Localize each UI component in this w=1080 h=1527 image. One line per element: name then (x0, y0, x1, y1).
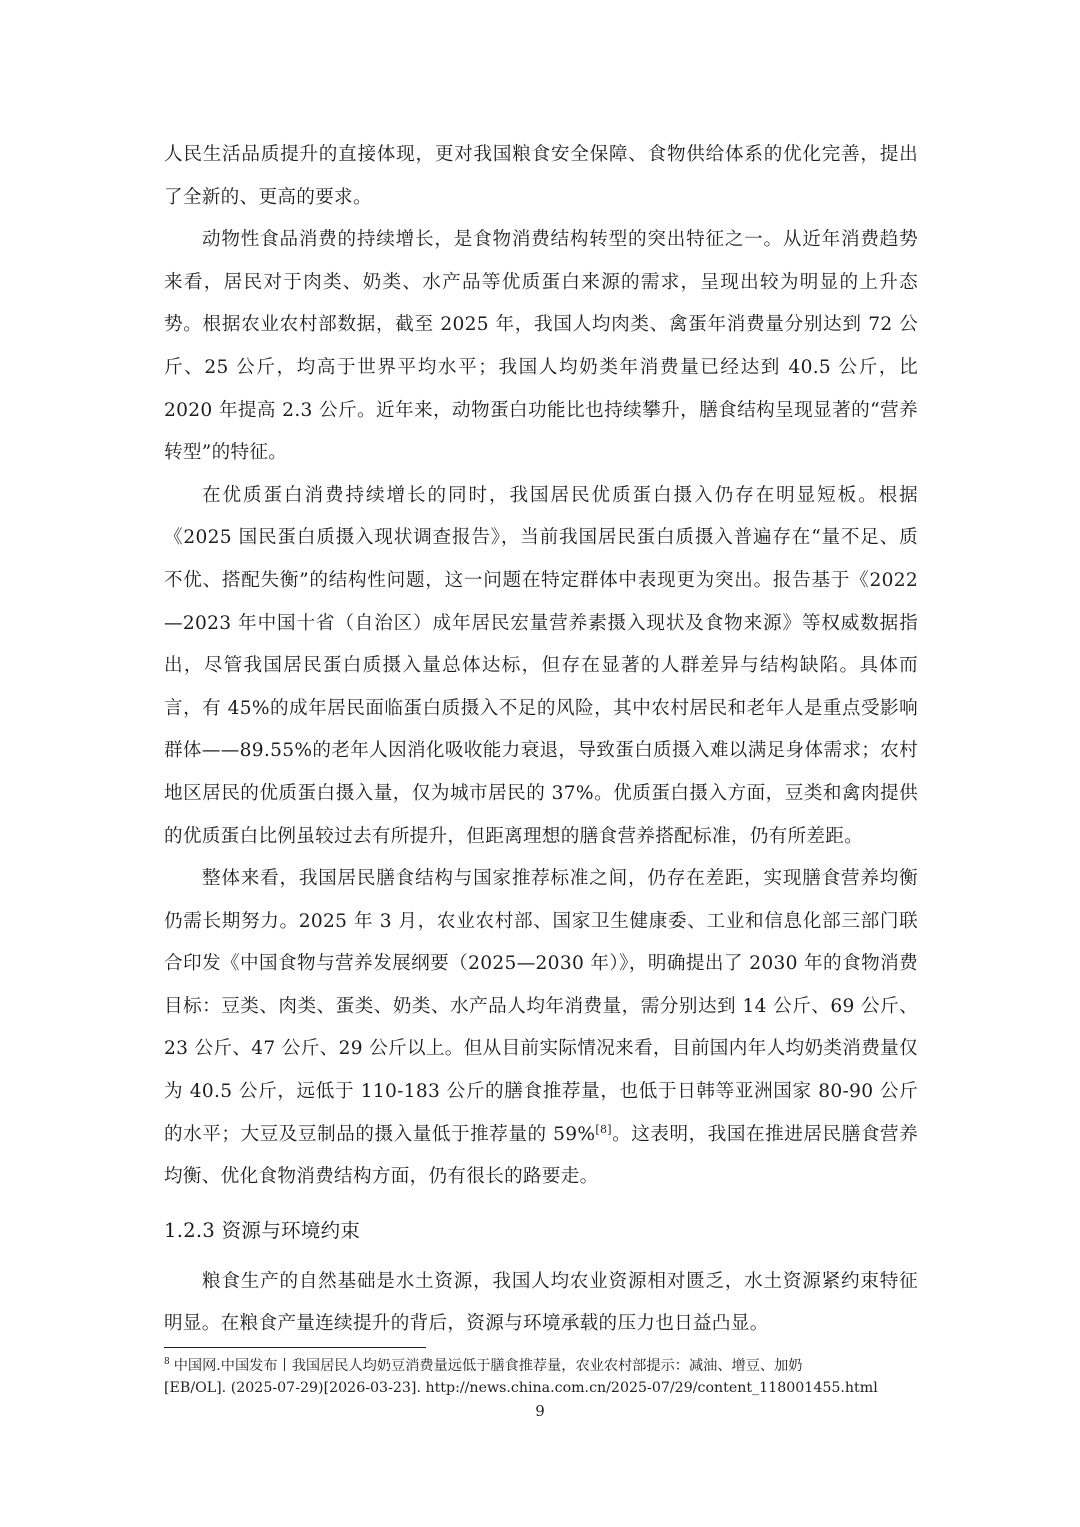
footnote-reference[interactable]: [8] (595, 1122, 612, 1136)
paragraph-4-text-end: 。这表明，我国在推进居民膳食营养均衡、优化食物消费结构方面，仍有很长的路要走。 (164, 1123, 918, 1188)
paragraph-4 (164, 858, 918, 1199)
paragraph-1: 人民生活品质提升的直接体现，更对我国粮食安全保障、食物供给体系的优化完善，提出了全新的、更高的要求。 (164, 144, 918, 208)
paragraph-5: 粮食生产的自然基础是水土资源，我国人均农业资源相对匮乏，水土资源紧约束特征明显。在粮食产量连续提升的背后，资源与环境承载的压力也日益凸显。 (164, 1270, 918, 1335)
footnote-divider (164, 1347, 426, 1348)
paragraph-2: 动物性食品消费的持续增长，是食物消费结构转型的突出特征之一。从近年消费趋势来看，居民对于肉类、奶类、水产品等优质蛋白来源的需求，呈现出较为明显的上升态势。根据农业农村部数据，截至 2025 年，我国人均肉类、禽蛋年消费量分别达到 72 公斤、25 公斤，均高于世界平均水平；我国人均奶类年消费量已经达到 40.5 公斤，比 2020 年提高 2.3 公斤。近年来，动物蛋白功能比也持续攀升，膳食结构呈现显著的“营养转型”的特征。 (164, 229, 918, 464)
section-heading: 1.2.3 资源与环境约束 (164, 1218, 361, 1242)
footnote-line-1 (164, 1355, 924, 1377)
paragraph-4-text: 整体来看，我国居民膳食结构与国家推荐标准之间，仍存在差距，实现膳食营养均衡仍需长期努力。2025 年 3 月，农业农村部、国家卫生健康委、工业和信息化部三部门联合印发《中国食物与营养发展纲要（2025—2030 年）》，明确提出了 2030 年的食物消费目标：豆类、肉类、蛋类、奶类、水产品人均年消费量，需分别达到 14 公斤、69 公斤、23 公斤、47 公斤、29 公斤以上。但从目前实际情况来看，目前国内年人均奶类消费量仅为 40.5 公斤，远低于 110-183 公斤的膳食推荐量，也低于日韩等亚洲国家 80-90 公斤的水平；大豆及豆制品的摄入量低于推荐量的 59% (164, 868, 918, 1145)
footnote-text: 中国网.中国发布丨我国居民人均奶豆消费量远低于膳食推荐量，农业农村部提示：减油、增豆、加奶 (173, 1358, 803, 1374)
page-number: 9 (535, 1402, 545, 1420)
paragraph-3: 在优质蛋白消费持续增长的同时，我国居民优质蛋白摄入仍存在明显短板。根据《2025 国民蛋白质摄入现状调查报告》，当前我国居民蛋白质摄入普遍存在“量不足、质不优、搭配失衡”的结构性问题，这一问题在特定群体中表现更为突出。报告基于《2022—2023 年中国十省（自治区）成年居民宏量营养素摄入现状及食物来源》等权威数据指出，尽管我国居民蛋白质摄入量总体达标，但存在显著的人群差异与结构缺陷。具体而言，有 45%的成年居民面临蛋白质摄入不足的风险，其中农村居民和老年人是重点受影响群体——89.55%的老年人因消化吸收能力衰退，导致蛋白质摄入难以满足身体需求；农村地区居民的优质蛋白摄入量，仅为城市居民的 37%。优质蛋白摄入方面，豆类和禽肉提供的优质蛋白比例虽较过去有所提升，但距离理想的膳食营养搭配标准，仍有所差距。 (164, 484, 918, 847)
body-text (164, 134, 918, 1346)
footnote-line-2: [EB/OL]. (2025-07-29)[2026-03-23]. http://news.china.com.cn/2025-07/29/content_118001455.html (164, 1380, 878, 1396)
footnote (164, 1355, 924, 1399)
footnote-mark: 8 (164, 1357, 170, 1368)
